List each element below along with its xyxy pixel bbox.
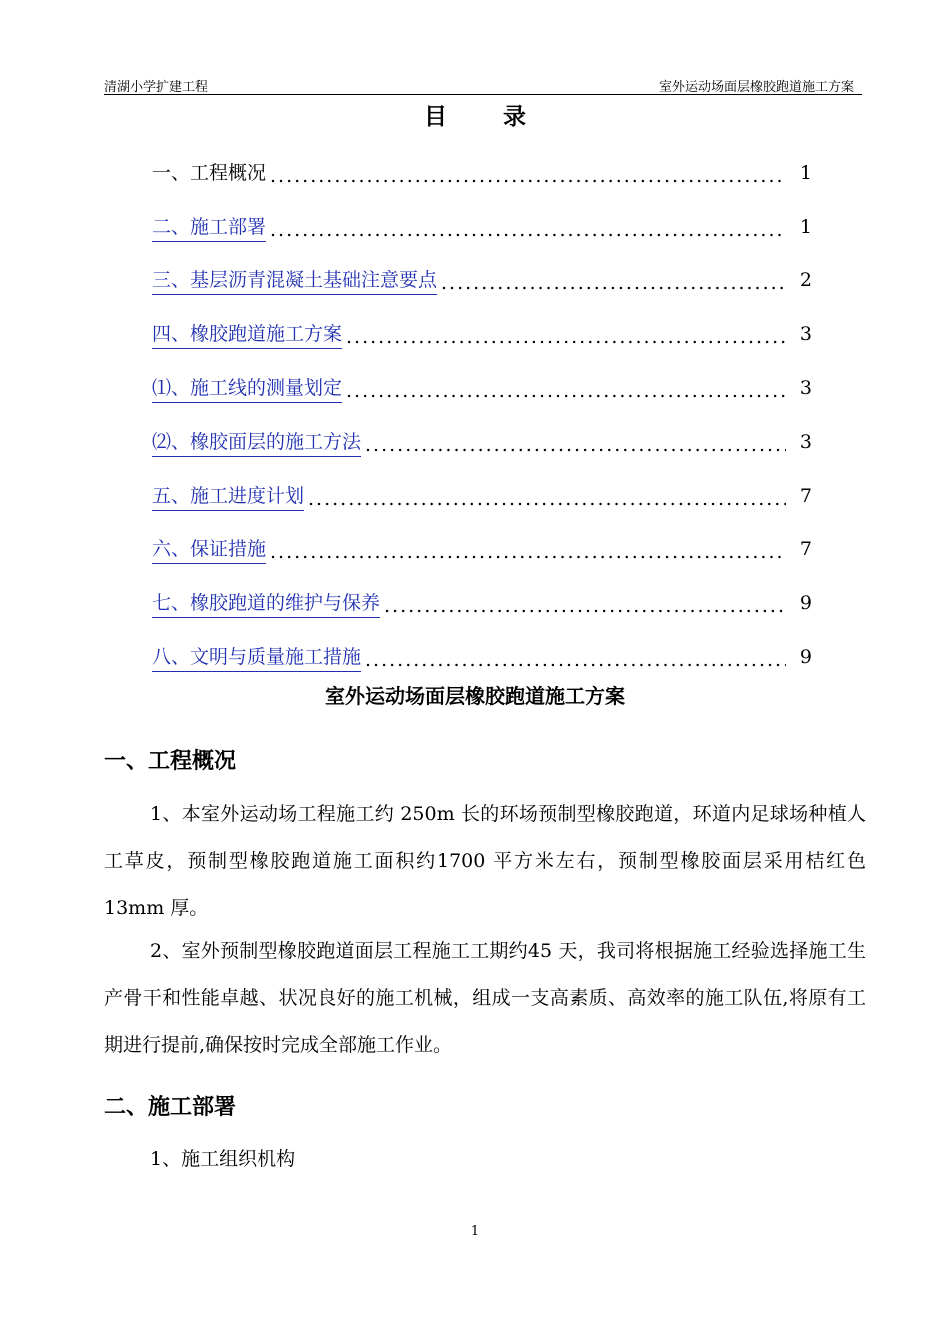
toc-leader-dots xyxy=(270,541,786,563)
toc-entry[interactable] xyxy=(152,523,812,577)
toc-entry-page: 3 xyxy=(799,377,812,400)
paragraph-overview-2: 2、室外预制型橡胶跑道面层工程施工工期约45 天，我司将根据施工经验选择施工生产骨干和性能卓越、状况良好的施工机械，组成一支高素质、高效率的施工队伍,将原有工期进行提前,确保按时完成全部施工作业。 xyxy=(104,940,866,1056)
toc-entry[interactable] xyxy=(152,576,812,630)
toc-entry-link[interactable]: 二、施工部署 xyxy=(152,212,266,242)
toc-entry-page: 9 xyxy=(799,646,812,669)
toc-entry-link[interactable]: ⑴、施工线的测量划定 xyxy=(152,373,342,403)
section-heading-deployment: 二、施工部署 xyxy=(104,1095,237,1120)
toc-leader-dots xyxy=(441,272,786,294)
toc-entry-link[interactable]: 六、保证措施 xyxy=(152,534,266,564)
toc-entry-page: 1 xyxy=(799,215,812,238)
toc-entry-page: 1 xyxy=(799,161,812,184)
toc-entry[interactable] xyxy=(152,307,812,361)
toc-entry[interactable] xyxy=(152,630,812,684)
toc-title: 目 录 xyxy=(423,103,550,130)
toc-entry[interactable] xyxy=(152,415,812,469)
toc-entry-link[interactable]: 三、基层沥青混凝土基础注意要点 xyxy=(152,265,437,295)
toc-entry[interactable] xyxy=(152,469,812,523)
toc-leader-dots xyxy=(346,326,786,348)
page-number: 1 xyxy=(470,1224,480,1239)
toc-leader-dots xyxy=(270,165,786,187)
toc-leader-dots xyxy=(270,219,786,241)
toc-leader-dots xyxy=(308,488,786,510)
toc-entry-link[interactable]: 七、橡胶跑道的维护与保养 xyxy=(152,588,380,618)
toc-entry[interactable] xyxy=(152,254,812,308)
toc-leader-dots xyxy=(346,380,786,402)
page-header xyxy=(104,76,862,95)
section-heading-overview: 一、工程概况 xyxy=(104,749,237,774)
document-title: 室外运动场面层橡胶跑道施工方案 xyxy=(325,684,625,708)
toc-leader-dots xyxy=(384,595,786,617)
toc-entry-label: 一、工程概况 xyxy=(152,162,267,185)
paragraph-overview-1: 1、本室外运动场工程施工约 250m 长的环场预制型橡胶跑道，环道内足球场种植人工草皮，预制型橡胶跑道施工面积约1700 平方米左右，预制型橡胶面层采用桔红色 13mm 厚。 xyxy=(104,803,866,919)
toc-entry[interactable] xyxy=(152,200,812,254)
toc-entry-page: 2 xyxy=(799,269,812,292)
toc-entry-link[interactable]: 五、施工进度计划 xyxy=(152,481,304,511)
toc-entry-page: 7 xyxy=(799,538,812,561)
toc-entry-page: 7 xyxy=(799,484,812,507)
toc-leader-dots xyxy=(365,649,786,671)
toc-entry-page: 3 xyxy=(799,323,812,346)
toc-entry-link[interactable]: 四、橡胶跑道施工方案 xyxy=(152,319,342,349)
header-project-name: 清湖小学扩建工程 xyxy=(104,80,209,95)
header-document-name: 室外运动场面层橡胶跑道施工方案 xyxy=(658,80,854,95)
table-of-contents xyxy=(152,146,812,684)
toc-leader-dots xyxy=(365,434,786,456)
toc-entry-page: 9 xyxy=(799,592,812,615)
toc-entry-link[interactable]: 八、文明与质量施工措施 xyxy=(152,642,361,672)
toc-entry-link[interactable]: ⑵、橡胶面层的施工方法 xyxy=(152,427,361,457)
toc-entry[interactable] xyxy=(152,361,812,415)
toc-entry xyxy=(152,146,812,200)
toc-entry-page: 3 xyxy=(799,430,812,453)
paragraph-deployment-1: 1、施工组织机构 xyxy=(150,1148,296,1170)
